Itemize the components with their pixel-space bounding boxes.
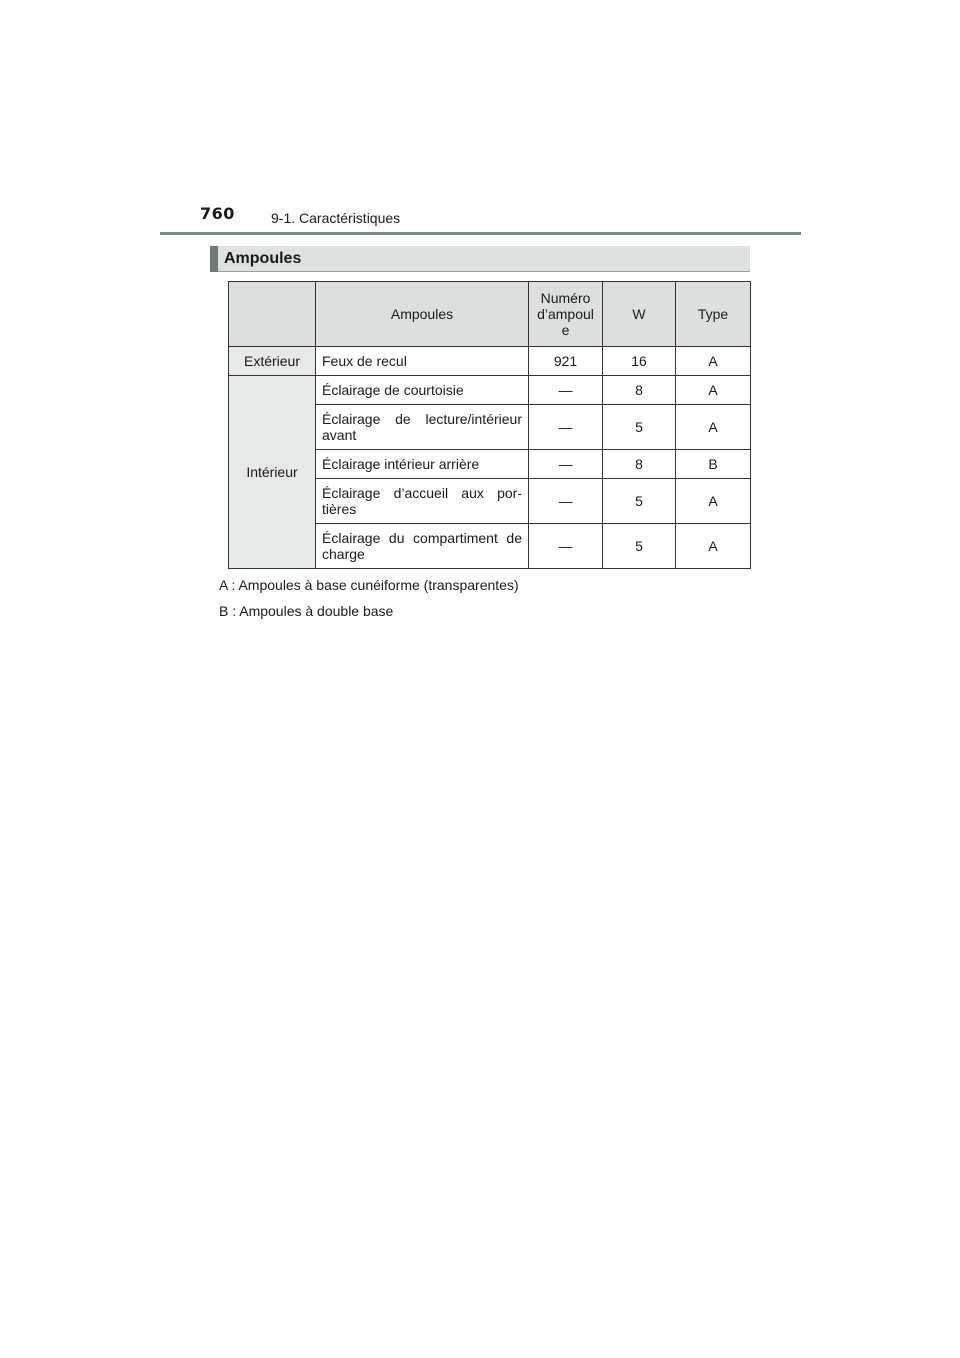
table-row <box>229 376 751 405</box>
number-cell: — <box>529 479 603 524</box>
title-marker <box>210 246 218 272</box>
column-header-type: Type <box>676 282 751 347</box>
footnote-b: B : Ampoules à double base <box>219 603 394 619</box>
type-cell: A <box>676 376 751 405</box>
bulb-cell: Éclairage intérieur arrière <box>316 450 529 479</box>
type-cell: A <box>676 524 751 569</box>
number-cell: — <box>529 524 603 569</box>
number-cell: 921 <box>529 347 603 376</box>
table-header-row <box>229 282 751 347</box>
watts-cell: 5 <box>603 479 676 524</box>
watts-cell: 8 <box>603 376 676 405</box>
number-cell: — <box>529 450 603 479</box>
type-cell: B <box>676 450 751 479</box>
watts-cell: 16 <box>603 347 676 376</box>
column-header-group <box>229 282 316 347</box>
bulb-cell: Éclairage d’accueil aux por- tières <box>316 479 529 524</box>
bulb-cell: Éclairage de lecture/intérieur avant <box>316 405 529 450</box>
footnote-a: A : Ampoules à base cunéiforme (transparentes) <box>219 577 519 593</box>
watts-cell: 5 <box>603 524 676 569</box>
table-row <box>229 347 751 376</box>
column-header-number: Numéro d’ampoul e <box>529 282 603 347</box>
header-rule <box>160 232 801 235</box>
watts-cell: 5 <box>603 405 676 450</box>
section-title-bar <box>210 246 750 272</box>
watts-cell: 8 <box>603 450 676 479</box>
number-cell: — <box>529 376 603 405</box>
type-cell: A <box>676 479 751 524</box>
column-header-bulbs: Ampoules <box>316 282 529 347</box>
type-cell: A <box>676 405 751 450</box>
number-cell: — <box>529 405 603 450</box>
section-title: Ampoules <box>224 250 302 267</box>
footnotes <box>219 577 519 629</box>
type-cell: A <box>676 347 751 376</box>
group-cell-exterior: Extérieur <box>229 347 316 376</box>
column-header-watts: W <box>603 282 676 347</box>
page-number: 760 <box>200 204 235 223</box>
group-cell-interior: Intérieur <box>229 376 316 569</box>
bulb-cell: Feux de recul <box>316 347 529 376</box>
bulb-spec-table <box>228 281 751 569</box>
bulb-cell: Éclairage de courtoisie <box>316 376 529 405</box>
bulb-cell: Éclairage du compartiment de charge <box>316 524 529 569</box>
section-header: 9-1. Caractéristiques <box>271 210 401 226</box>
